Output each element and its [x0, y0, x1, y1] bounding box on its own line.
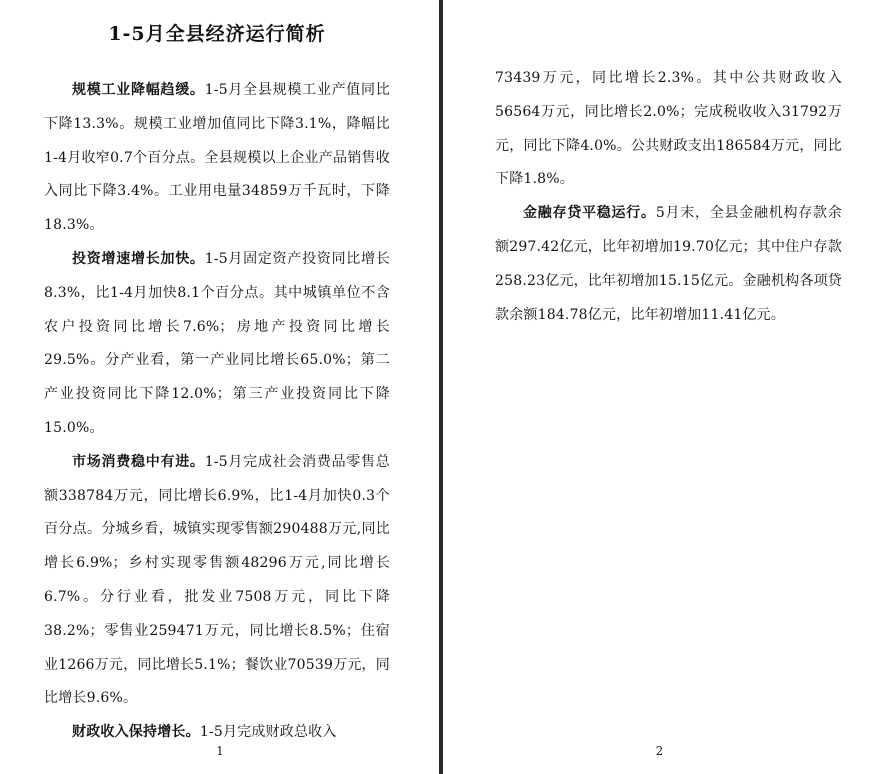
paragraph-body: 5月末，全县金融机构存款余额297.42亿元，比年初增加19.70亿元；其中住户存款258.23亿元，比年初增加15.15亿元。金融机构各项贷款余额184.78亿元，比年初增加11.41亿元。 [495, 205, 842, 323]
paragraph-body: 1-5月完成财政总收入 [199, 724, 337, 741]
paragraph-consumption [44, 446, 390, 716]
paragraph-heading: 金融存贷平稳运行。 [523, 205, 656, 222]
page-number: 1 [216, 744, 224, 758]
document-title: 1-5月全县经济运行简析 [108, 23, 326, 45]
paragraph-fiscal-continued: 73439万元，同比增长2.3%。其中公共财政收入56564万元，同比增长2.0%；完成税收收入31792万元，同比下降4.0%。公共财政支出186584万元，同比下降1.8%。 [495, 70, 842, 188]
paragraph-industry [44, 74, 390, 243]
paragraph-body: 1-5月全县规模工业产值同比下降13.3%。规模工业增加值同比下降3.1%，降幅比1-4月收窄0.7个百分点。全县规模以上企业产品销售收入同比下降3.4%。工业用电量34859万千瓦时，下降18.3%。 [44, 82, 390, 234]
paragraph-body: 1-5月固定资产投资同比增长8.3%，比1-4月加快8.1个百分点。其中城镇单位不含农户投资同比增长7.6%；房地产投资同比增长29.5%。分产业看，第一产业同比增长65.0%；第二产业投资同比下降12.0%；第三产业投资同比下降15.0%。 [44, 250, 390, 436]
page-number: 2 [655, 744, 664, 758]
page-2 [443, 0, 876, 774]
paragraph-body: 1-5月完成社会消费品零售总额338784万元，同比增长6.9%，比1-4月加快0.3个百分点。分城乡看，城镇实现零售额290488万元,同比增长6.9%；乡村实现零售额48296万元,同比增长6.7%。分行业看，批发业7508万元，同比下降38.2%；零售业259471万元，同比增长8.5%；住宿业1266万元，同比增长5.1%；餐饮业70539万元，同比增长9.6%。 [44, 453, 390, 707]
paragraph-heading: 市场消费稳中有进。 [72, 453, 205, 470]
paragraph-heading: 财政收入保持增长。 [72, 724, 200, 741]
paragraph-heading: 投资增速增长加快。 [72, 250, 205, 267]
paragraph-heading: 规模工业降幅趋缓。 [72, 82, 205, 98]
paragraph-finance [495, 197, 842, 332]
paragraph-investment [44, 243, 390, 446]
